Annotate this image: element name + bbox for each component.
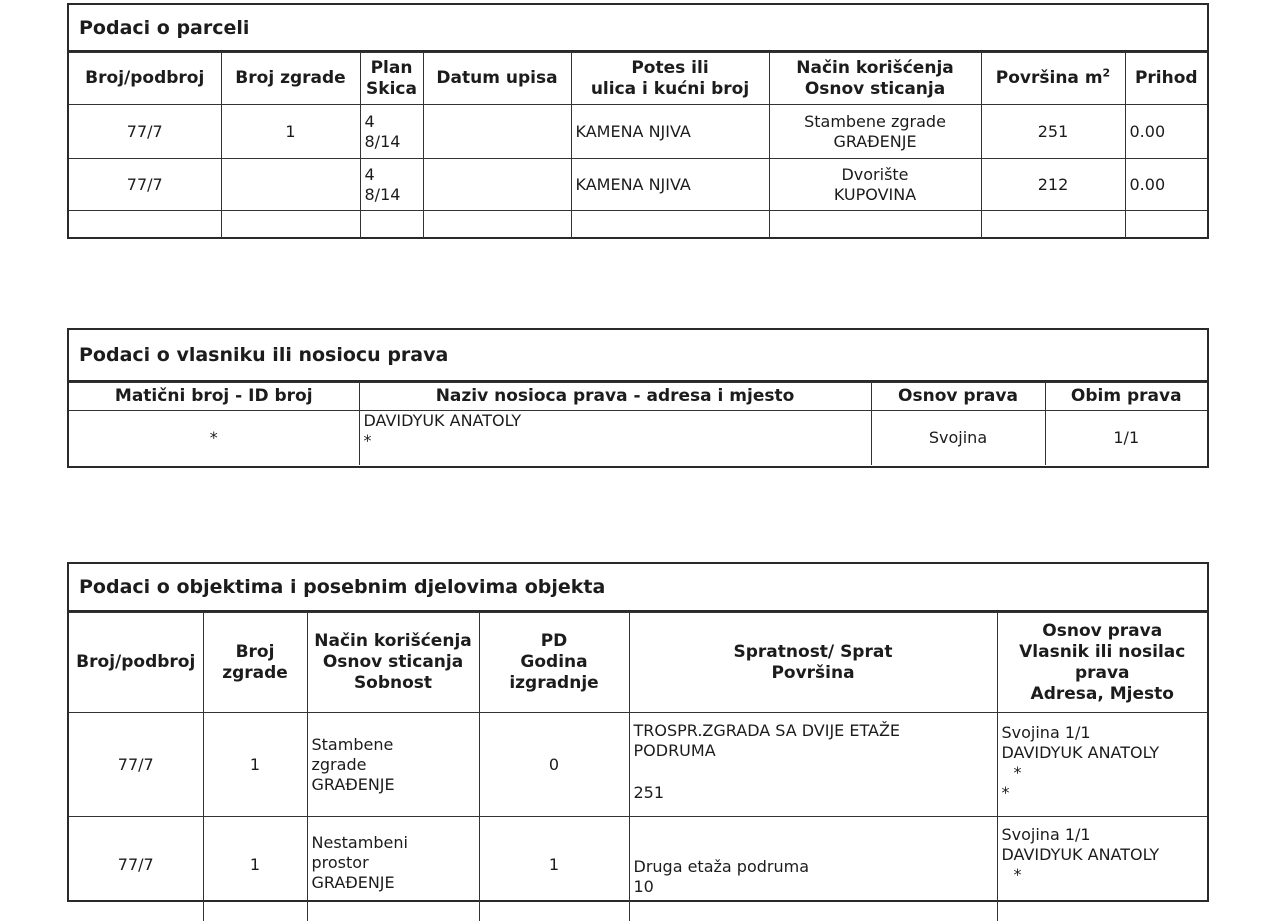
parcel-header-row [69, 53, 1207, 105]
col-header-osnov: Osnov prava [871, 383, 1045, 411]
owner-section [67, 328, 1209, 468]
col-header-broj: Broj/podbroj [69, 53, 221, 105]
cell-broj: 77/7 [69, 105, 221, 159]
cell-zgrada [221, 159, 360, 211]
table-row [69, 411, 1207, 465]
cell-nacin-line3: GRAĐENJE [311, 774, 395, 794]
cell-naziv-address: * [363, 431, 372, 450]
cell-zgrada: 1 [203, 713, 307, 817]
cell-nacin-line2: prostor [311, 853, 369, 872]
cell-vlasnik: DAVIDYUK ANATOLY [1001, 743, 1160, 762]
col-header-osnov [997, 613, 1207, 713]
col-header-osnov-line3: prava [1074, 662, 1130, 683]
col-header-nacin-line3: Sobnost [353, 673, 433, 693]
cell-nacin-line1: Stambene [311, 734, 394, 754]
col-header-plan-line1: Plan [370, 57, 413, 78]
cell-naziv [359, 411, 871, 465]
cell-nacin-line2: GRAĐENJE [833, 131, 917, 151]
cell-adresa1: * [1013, 763, 1022, 782]
cell-adresa2: * [1001, 783, 1010, 802]
col-header-zgrada: Broj zgrade [221, 53, 360, 105]
cell-sprat-line1: TROSPR.ZGRADA SA DVIJE ETAŽE [633, 721, 901, 740]
col-header-obim: Obim prava [1045, 383, 1207, 411]
cell-osnov-line: Svojina 1/1 [1001, 825, 1091, 844]
cell-datum [423, 159, 571, 211]
col-header-datum: Datum upisa [423, 53, 571, 105]
col-header-nacin-line2: Osnov sticanja [804, 78, 946, 99]
objects-header-row [69, 613, 1207, 713]
col-header-sprat-line1: Spratnost/ Sprat [733, 641, 893, 662]
cell-osnov [997, 817, 1207, 921]
col-header-zgrada [203, 613, 307, 713]
col-header-povrsina-text: Površina m [995, 68, 1103, 88]
col-header-pd-line1: PD [540, 631, 568, 651]
cell-nacin-line1: Stambene zgrade [804, 111, 946, 131]
cell-sprat [629, 713, 997, 817]
cell-broj: 77/7 [69, 159, 221, 211]
cell-potes: KAMENA NJIVA [571, 105, 769, 159]
cell-prihod: 0.00 [1125, 159, 1207, 211]
cell-empty [221, 211, 360, 238]
cell-adresa1: * [1013, 865, 1022, 884]
col-header-osnov-line1: Osnov prava [1042, 620, 1163, 641]
cell-empty [571, 211, 769, 238]
parcel-section [67, 3, 1209, 239]
col-header-potes [571, 53, 769, 105]
cell-osnov-line: Svojina 1/1 [1001, 723, 1091, 742]
col-header-pd-line2: Godina [520, 652, 588, 672]
owner-table [69, 382, 1207, 465]
cell-osnov [997, 713, 1207, 817]
parcel-table [69, 52, 1207, 238]
owner-header-row [69, 383, 1207, 411]
col-header-broj: Broj/podbroj [69, 613, 203, 713]
cell-nacin-line2: KUPOVINA [833, 184, 917, 204]
cell-povrsina: 251 [981, 105, 1125, 159]
cell-empty [769, 211, 981, 238]
col-header-potes-line2: ulica i kućni broj [590, 78, 750, 99]
col-header-prihod: Prihod [1125, 53, 1207, 105]
col-header-osnov-line4: Adresa, Mjesto [1030, 683, 1174, 704]
cell-maticni: * [69, 411, 359, 465]
cell-empty [1125, 211, 1207, 238]
cell-broj: 77/7 [69, 817, 203, 921]
cell-zgrada: 1 [221, 105, 360, 159]
cell-prihod: 0.00 [1125, 105, 1207, 159]
col-header-povrsina-sup: 2 [1102, 66, 1111, 80]
col-header-osnov-line2: Vlasnik ili nosilac [1019, 641, 1186, 662]
owner-section-title: Podaci o vlasniku ili nosiocu prava [69, 330, 1207, 382]
cell-nacin-line2: zgrade [311, 754, 367, 774]
objects-section [67, 562, 1209, 902]
cell-plan-line1: 4 [364, 164, 375, 184]
col-header-zgrada-line1: Broj [235, 641, 275, 662]
col-header-nacin-line2: Osnov sticanja [322, 652, 464, 672]
col-header-plan-line2: Skica [366, 78, 417, 99]
cell-nacin [769, 105, 981, 159]
cell-nacin [307, 817, 479, 921]
col-header-maticni: Matični broj - ID broj [69, 383, 359, 411]
cell-vlasnik: DAVIDYUK ANATOLY [1001, 845, 1160, 864]
cell-nacin [307, 713, 479, 817]
cell-datum [423, 105, 571, 159]
cell-sprat [629, 817, 997, 921]
cell-povrsina: 251 [633, 783, 665, 802]
parcel-section-title: Podaci o parceli [69, 5, 1207, 52]
col-header-pd-line3: izgradnje [509, 673, 599, 693]
col-header-sprat-line2: Površina [771, 662, 855, 683]
cell-sprat-line1: Druga etaža podruma [633, 857, 810, 876]
col-header-pd [479, 613, 629, 713]
col-header-nacin [307, 613, 479, 713]
cell-plan [360, 105, 423, 159]
cell-pd: 1 [479, 817, 629, 921]
table-row [69, 713, 1207, 817]
col-header-nacin-line1: Način korišćenja [796, 57, 954, 78]
cell-povrsina: 10 [633, 877, 654, 896]
cell-nacin-line3: GRAĐENJE [311, 873, 395, 892]
cell-osnov: Svojina [871, 411, 1045, 465]
cell-empty [360, 211, 423, 238]
objects-section-title: Podaci o objektima i posebnim djelovima objekta [69, 564, 1207, 612]
col-header-naziv: Naziv nosioca prava - adresa i mjesto [359, 383, 871, 411]
cell-pd: 0 [479, 713, 629, 817]
cell-empty [69, 211, 221, 238]
cell-nacin-line1: Dvorište [841, 164, 909, 184]
cell-obim: 1/1 [1045, 411, 1207, 465]
col-header-nacin-line1: Način korišćenja [314, 631, 472, 651]
col-header-potes-line1: Potes ili [631, 57, 709, 78]
cell-empty [423, 211, 571, 238]
cell-nacin [769, 159, 981, 211]
cell-empty [981, 211, 1125, 238]
col-header-nacin [769, 53, 981, 105]
table-row [69, 159, 1207, 211]
objects-table [69, 612, 1207, 921]
col-header-sprat [629, 613, 997, 713]
cell-plan [360, 159, 423, 211]
cell-zgrada: 1 [203, 817, 307, 921]
cell-plan-line1: 4 [364, 111, 375, 131]
cell-plan-line2: 8/14 [364, 131, 401, 151]
cell-broj: 77/7 [69, 713, 203, 817]
cell-potes: KAMENA NJIVA [571, 159, 769, 211]
table-row [69, 105, 1207, 159]
col-header-povrsina [981, 53, 1125, 105]
cell-nacin-line1: Nestambeni [311, 833, 408, 852]
cell-povrsina: 212 [981, 159, 1125, 211]
cell-sprat-line2: PODRUMA [633, 741, 716, 760]
cell-naziv-name: DAVIDYUK ANATOLY [363, 411, 522, 430]
table-row [69, 817, 1207, 921]
table-row-empty [69, 211, 1207, 238]
col-header-plan [360, 53, 423, 105]
cell-plan-line2: 8/14 [364, 184, 401, 204]
col-header-zgrada-line2: zgrade [222, 662, 288, 683]
